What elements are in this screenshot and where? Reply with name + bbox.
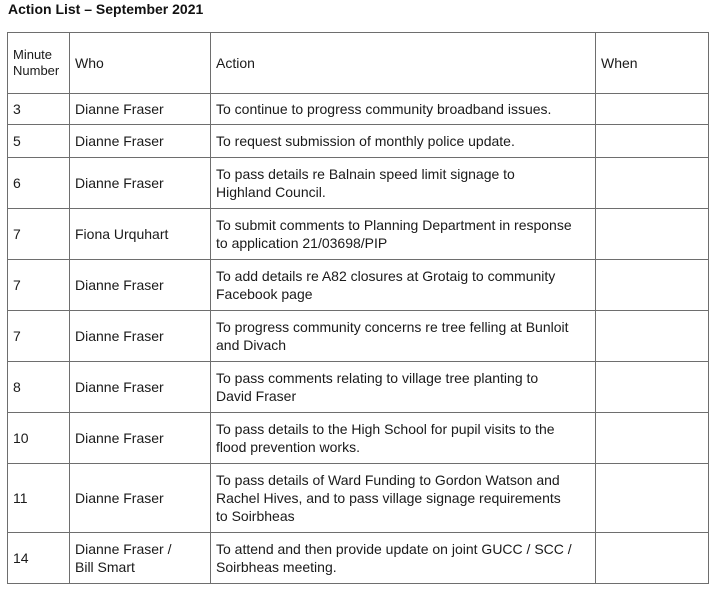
when-cell [596,413,709,464]
action-cell [211,125,596,158]
action-line: To attend and then provide update on joint GUCC / SCC / [216,541,572,557]
who-cell [70,362,211,413]
action-cell [211,311,596,362]
who-line: Dianne Fraser [75,328,164,344]
action-cell [211,209,596,260]
table-header-row [8,33,709,94]
minute-cell: 10 [8,413,70,464]
header-minute-number [8,33,70,94]
action-line: Facebook page [216,286,313,302]
who-line: Dianne Fraser [75,430,164,446]
minute-cell: 7 [8,260,70,311]
minute-cell: 7 [8,209,70,260]
action-cell [211,464,596,533]
minute-cell: 11 [8,464,70,533]
action-line: Rachel Hives, and to pass village signage requirements [216,490,561,506]
who-cell [70,94,211,125]
when-cell [596,464,709,533]
minute-cell: 3 [8,94,70,125]
who-cell [70,311,211,362]
action-line: Soirbheas meeting. [216,559,337,575]
who-line: Dianne Fraser [75,277,164,293]
action-line: To progress community concerns re tree felling at Bunloit [216,319,569,335]
who-cell [70,464,211,533]
action-list-table [7,32,709,584]
header-minute-line1: Minute [13,47,53,62]
action-cell [211,94,596,125]
action-line: and Divach [216,337,287,353]
minute-cell: 14 [8,533,70,584]
who-cell [70,260,211,311]
action-line: To pass details to the High School for pupil visits to the [216,421,555,437]
who-line: Dianne Fraser [75,133,164,149]
who-line: Dianne Fraser [75,490,164,506]
who-line: Dianne Fraser [75,175,164,191]
table-row [8,125,709,158]
when-cell [596,533,709,584]
when-cell [596,362,709,413]
action-cell [211,260,596,311]
action-line: to application 21/03698/PIP [216,235,388,251]
document-title: Action List – September 2021 [8,1,204,17]
when-cell [596,311,709,362]
action-line: To pass details re Balnain speed limit signage to [216,166,515,182]
who-cell [70,533,211,584]
table-row [8,94,709,125]
table-row [8,260,709,311]
table-row [8,362,709,413]
when-cell [596,125,709,158]
minute-cell: 7 [8,311,70,362]
who-line: Fiona Urquhart [75,226,169,242]
who-line: Dianne Fraser [75,379,164,395]
action-line: To pass comments relating to village tree planting to [216,370,539,386]
who-cell [70,125,211,158]
action-line: To continue to progress community broadband issues. [216,101,552,117]
who-cell [70,413,211,464]
who-line: Bill Smart [75,559,135,575]
table-row [8,209,709,260]
header-who: Who [70,33,211,94]
action-line: To pass details of Ward Funding to Gordon Watson and [216,472,560,488]
who-line: Dianne Fraser [75,101,164,117]
action-line: David Fraser [216,388,297,404]
action-line: Highland Council. [216,184,326,200]
minute-cell: 8 [8,362,70,413]
when-cell [596,158,709,209]
when-cell [596,94,709,125]
when-cell [596,209,709,260]
action-line: To add details re A82 closures at Grotaig to community [216,268,556,284]
table-row [8,533,709,584]
table-row [8,464,709,533]
action-cell [211,362,596,413]
action-line: To submit comments to Planning Department in response [216,217,572,233]
header-minute-line2: Number [13,63,60,78]
header-action: Action [211,33,596,94]
table-row [8,158,709,209]
action-line: To request submission of monthly police update. [216,133,515,149]
who-cell [70,209,211,260]
minute-cell: 5 [8,125,70,158]
header-when: When [596,33,709,94]
action-cell [211,158,596,209]
when-cell [596,260,709,311]
table-row [8,413,709,464]
who-cell [70,158,211,209]
action-cell [211,533,596,584]
table-row [8,311,709,362]
who-line: Dianne Fraser / [75,541,172,557]
minute-cell: 6 [8,158,70,209]
action-line: flood prevention works. [216,439,360,455]
action-cell [211,413,596,464]
action-line: to Soirbheas [216,508,295,524]
